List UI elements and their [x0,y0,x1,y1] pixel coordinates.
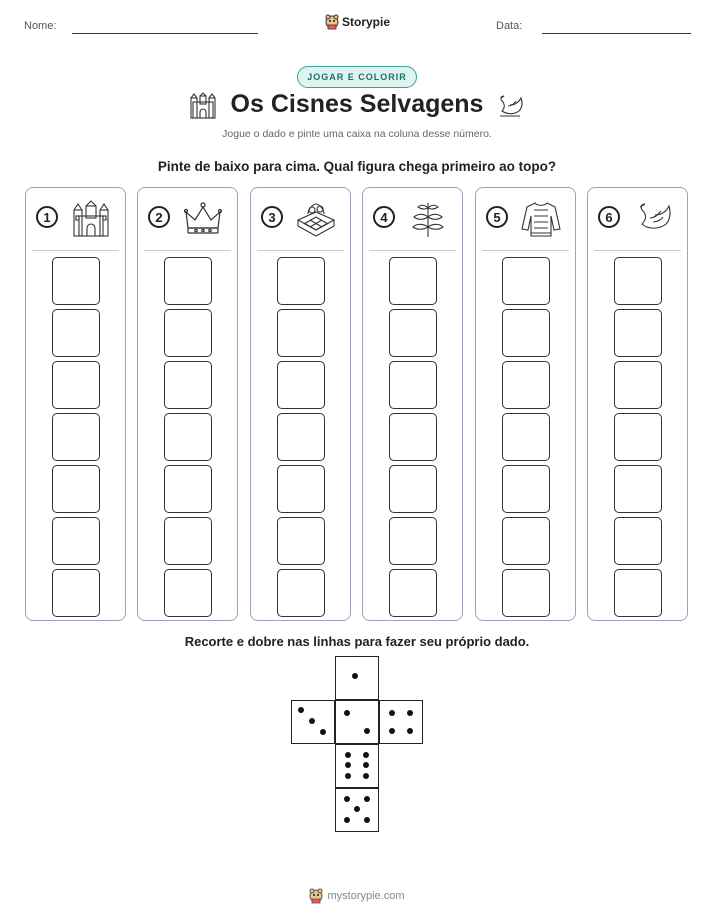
color-box[interactable] [277,569,325,617]
date-line[interactable] [542,33,691,34]
color-box[interactable] [614,465,662,513]
die-pip [309,718,315,724]
color-box[interactable] [502,569,550,617]
column-1 [25,187,126,621]
swan-icon [633,200,673,238]
color-box[interactable] [52,361,100,409]
name-label: Nome: [24,20,57,32]
color-box[interactable] [614,517,662,565]
color-box[interactable] [164,361,212,409]
footer-url[interactable]: mystorypie.com [327,890,405,902]
die-pip [345,752,351,758]
color-box[interactable] [277,465,325,513]
footer [0,888,714,904]
instruction-text: Pinte de baixo para cima. Qual figura chega primeiro ao topo? [157,159,557,174]
die-pip [320,729,326,735]
die-pip [364,817,370,823]
die-pip [344,817,350,823]
die-pip [363,762,369,768]
color-box[interactable] [389,517,437,565]
brand-logo [325,14,390,30]
color-box[interactable] [52,309,100,357]
die-face-1 [335,656,379,700]
column-4 [362,187,463,621]
castle-icon [71,200,111,238]
color-box[interactable] [277,257,325,305]
column-divider [369,250,456,251]
color-box[interactable] [389,465,437,513]
die-face-6 [335,744,379,788]
column-divider [594,250,681,251]
color-box[interactable] [52,257,100,305]
color-box[interactable] [389,413,437,461]
nettle-plant-icon [408,200,448,238]
color-box[interactable] [614,309,662,357]
die-pip [345,773,351,779]
column-number: 4 [373,206,395,228]
die-face-3 [291,700,335,744]
color-box[interactable] [389,569,437,617]
color-box[interactable] [277,361,325,409]
color-box[interactable] [164,569,212,617]
die-pip [389,710,395,716]
die-face-2 [335,700,379,744]
color-box[interactable] [52,569,100,617]
die-pip [344,710,350,716]
column-number: 1 [36,206,58,228]
color-box[interactable] [52,413,100,461]
die-pip [354,806,360,812]
die-pip [298,707,304,713]
column-number: 3 [261,206,283,228]
die-pip [345,762,351,768]
color-box[interactable] [277,517,325,565]
color-box[interactable] [614,257,662,305]
die-pip [352,673,358,679]
page-title: Os Cisnes Selvagens [230,90,484,118]
column-number: 6 [598,206,620,228]
name-line[interactable] [72,33,258,34]
swan-icon [494,92,526,120]
color-box[interactable] [277,309,325,357]
die-face-4 [379,700,423,744]
color-box[interactable] [502,517,550,565]
date-label: Data: [496,20,523,32]
color-box[interactable] [164,413,212,461]
color-box[interactable] [614,361,662,409]
color-box[interactable] [277,413,325,461]
color-box[interactable] [389,361,437,409]
storypie-mascot-icon [325,14,339,30]
die-face-5 [335,788,379,832]
column-3 [250,187,351,621]
color-box[interactable] [502,257,550,305]
die-pip [344,796,350,802]
column-2 [137,187,238,621]
basket-icon [296,200,336,238]
color-box[interactable] [614,569,662,617]
cut-instruction: Recorte e dobre nas linhas para fazer seu próprio dado. [184,634,530,649]
color-box[interactable] [164,309,212,357]
activity-badge: JOGAR E COLORIR [297,66,417,88]
column-number: 2 [148,206,170,228]
column-divider [32,250,119,251]
color-box[interactable] [164,517,212,565]
column-divider [257,250,344,251]
color-box[interactable] [52,465,100,513]
color-box[interactable] [52,517,100,565]
column-divider [144,250,231,251]
crown-icon [183,200,223,238]
color-box[interactable] [502,465,550,513]
color-box[interactable] [502,361,550,409]
color-box[interactable] [164,257,212,305]
column-divider [482,250,569,251]
sweater-icon [521,200,561,238]
column-6 [587,187,688,621]
die-pip [363,752,369,758]
die-pip [407,728,413,734]
color-box[interactable] [614,413,662,461]
color-box[interactable] [389,257,437,305]
color-box[interactable] [164,465,212,513]
column-5 [475,187,576,621]
color-box[interactable] [502,413,550,461]
die-pip [407,710,413,716]
die-pip [389,728,395,734]
color-box[interactable] [389,309,437,357]
die-pip [364,728,370,734]
storypie-mascot-icon [309,888,323,904]
page-subtitle: Jogue o dado e pinte uma caixa na coluna desse número. [222,128,492,140]
color-box[interactable] [502,309,550,357]
die-pip [363,773,369,779]
brand-name: Storypie [342,15,391,29]
die-pip [364,796,370,802]
column-number: 5 [486,206,508,228]
